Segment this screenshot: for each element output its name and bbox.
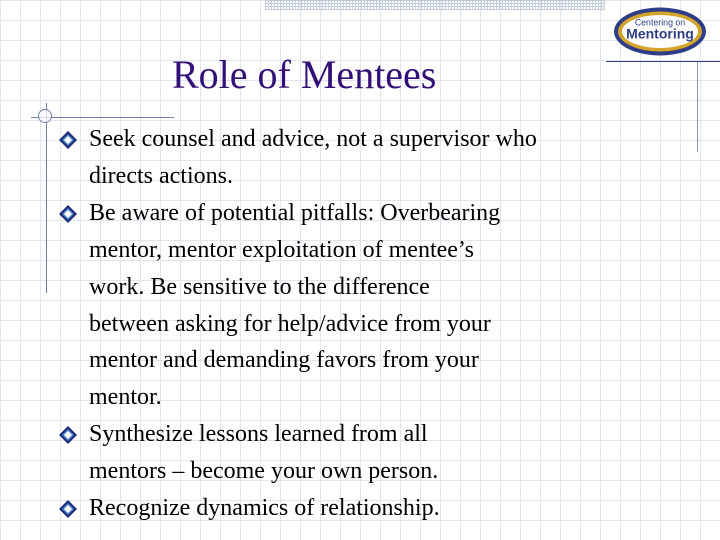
bullet-list bbox=[57, 121, 647, 527]
bullet-item bbox=[57, 195, 647, 416]
diamond-bullet-graphic bbox=[58, 425, 78, 445]
bullet-line: mentor. bbox=[89, 384, 162, 411]
logo-vertical-line bbox=[697, 62, 698, 152]
diamond-bullet-icon bbox=[58, 130, 78, 150]
bullet-line: directs actions. bbox=[89, 162, 233, 189]
bullet-item bbox=[57, 416, 647, 490]
crosshair-vertical-line bbox=[46, 103, 47, 293]
slide-title: Role of Mentees bbox=[172, 52, 437, 97]
diamond-bullet-graphic bbox=[58, 130, 78, 150]
bullet-line: mentors – become your own person. bbox=[89, 458, 439, 485]
diamond-bullet-graphic bbox=[58, 499, 78, 519]
bullet-item bbox=[57, 490, 647, 527]
diamond-bullet-graphic bbox=[58, 204, 78, 224]
bullet-line: mentor, mentor exploitation of mentee’s bbox=[89, 236, 474, 263]
diamond-bullet-icon bbox=[58, 204, 78, 224]
logo-divider-line bbox=[606, 61, 720, 62]
crosshair-circle bbox=[38, 109, 52, 123]
bullet-line: Be aware of potential pitfalls: Overbearing bbox=[89, 199, 501, 226]
top-grid-band bbox=[265, 0, 605, 10]
bullet-line: Synthesize lessons learned from all bbox=[89, 421, 428, 448]
bullet-line: work. Be sensitive to the difference bbox=[89, 273, 430, 300]
logo-line-1: Centering on bbox=[634, 17, 686, 28]
bullet-item bbox=[57, 121, 647, 195]
logo-graphic bbox=[610, 3, 710, 60]
bullet-line: between asking for help/advice from your bbox=[89, 310, 491, 337]
bullet-line: Seek counsel and advice, not a supervisor who bbox=[89, 126, 537, 152]
diamond-bullet-icon bbox=[58, 499, 78, 519]
diamond-bullet-icon bbox=[58, 425, 78, 445]
bullet-line: mentor and demanding favors from your bbox=[89, 347, 479, 374]
bullet-line: Recognize dynamics of relationship. bbox=[89, 495, 440, 522]
centering-on-mentoring-logo bbox=[610, 3, 710, 60]
crosshair-horizontal-line bbox=[31, 117, 174, 118]
logo-line-2: Mentoring bbox=[626, 25, 694, 42]
